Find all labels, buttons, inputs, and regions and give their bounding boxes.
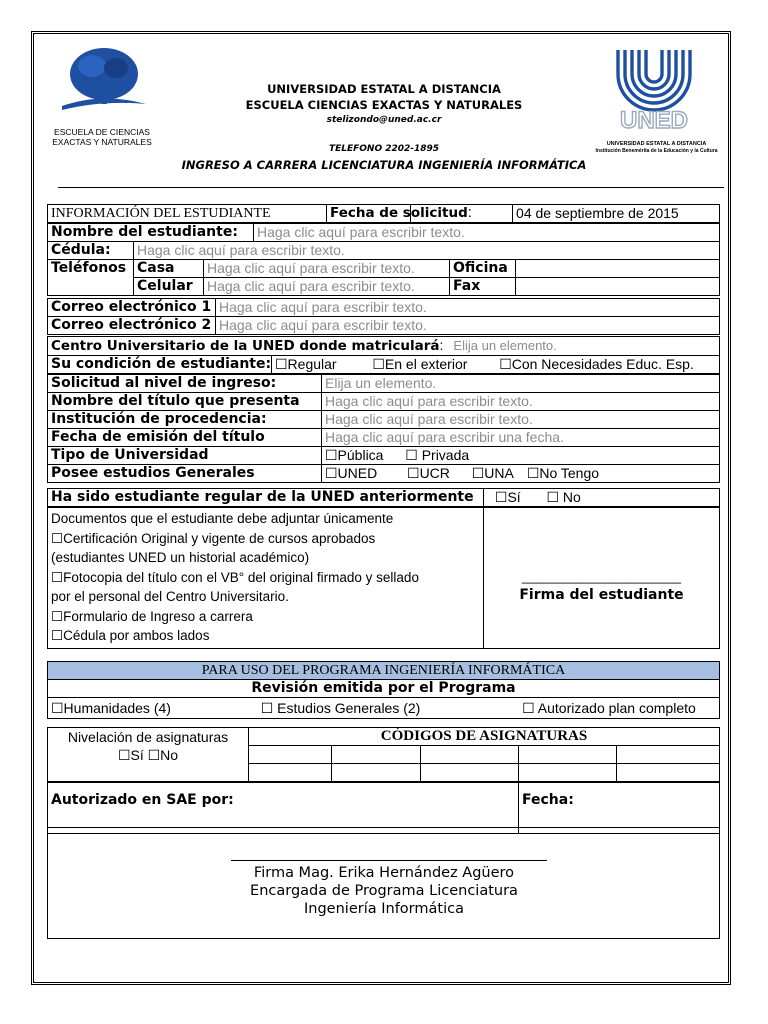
- code-cell[interactable]: [332, 764, 421, 782]
- university-name: UNIVERSIDAD ESTATAL A DISTANCIA: [267, 82, 501, 96]
- student-signature-label: Firma del estudiante: [519, 587, 684, 603]
- center-table: [47, 336, 720, 356]
- row-codes-title: [48, 728, 720, 746]
- humanities-checkbox[interactable]: ☐Humanidades (4): [51, 699, 171, 716]
- row-program-band: [48, 662, 720, 680]
- mobile-input[interactable]: Haga clic aquí para escribir texto.: [204, 278, 450, 296]
- row-documents: [48, 508, 720, 649]
- date-label: Fecha de solicitud: [330, 205, 468, 221]
- office-label: Oficina: [450, 260, 516, 278]
- institution-input[interactable]: Haga clic aquí para escribir texto.: [322, 411, 720, 429]
- regular-yes-checkbox[interactable]: ☐Sí: [494, 489, 521, 505]
- code-cell[interactable]: [421, 746, 519, 764]
- code-cell[interactable]: [332, 746, 421, 764]
- manager-program: Ingeniería Informática: [304, 901, 464, 917]
- uned-caption-2: Institución Benemérita de la Educación y la Cultura: [595, 148, 718, 154]
- row-institution: [48, 411, 720, 429]
- code-cell[interactable]: [519, 746, 617, 764]
- uned-logo-text: UNED: [619, 107, 689, 134]
- row-email1: [48, 299, 720, 317]
- doc-id-checkbox[interactable]: ☐Cédula por ambos lados: [51, 628, 210, 643]
- doc-certificate-checkbox[interactable]: ☐Certificación Original y vigente de cursos aprobados: [51, 530, 376, 546]
- condition-label: Su condición de estudiante:: [48, 356, 272, 374]
- leveling-label: Nivelación de asignaturas: [67, 729, 229, 745]
- code-cell[interactable]: [519, 764, 617, 782]
- program-band-title: PARA USO DEL PROGRAMA INGENIERÍA INFORMÁTICA: [48, 662, 720, 680]
- leveling-checkboxes[interactable]: ☐Sí ☐No: [117, 747, 179, 763]
- row-center: [48, 337, 720, 356]
- row-review-title: [48, 680, 720, 698]
- gen-una-checkbox[interactable]: ☐UNA: [471, 465, 514, 481]
- row-mobile-phone: [48, 278, 720, 296]
- codes-table: [47, 727, 720, 782]
- school-logo-caption-1: ESCUELA DE CIENCIAS: [54, 127, 150, 137]
- condition-special-needs-checkbox[interactable]: ☐Con Necesidades Educ. Esp.: [499, 356, 694, 372]
- row-section-title: [48, 205, 720, 223]
- office-input[interactable]: [516, 260, 720, 278]
- student-fields-table: [47, 223, 720, 242]
- name-label: Nombre del estudiante:: [48, 224, 254, 242]
- sae-label[interactable]: Autorizado en SAE por:: [48, 783, 519, 834]
- code-cell[interactable]: [617, 764, 720, 782]
- phones-label: Teléfonos: [48, 260, 134, 296]
- row-home-phone: [48, 260, 720, 278]
- issue-date-input[interactable]: Haga clic aquí para escribir una fecha.: [322, 429, 720, 447]
- id-label: Cédula:: [48, 242, 134, 260]
- authorized-full-checkbox[interactable]: ☐ Autorizado plan completo: [522, 699, 696, 716]
- degree-label: Nombre del título que presenta: [48, 393, 322, 411]
- row-regular: [48, 489, 720, 507]
- section-title: INFORMACIÓN DEL ESTUDIANTE: [48, 205, 327, 223]
- code-cell[interactable]: [617, 746, 720, 764]
- manager-signature-line: [231, 860, 547, 861]
- form-page: [31, 31, 731, 985]
- documents-list: [48, 508, 484, 649]
- contact-phone: TELEFONO 2202-1895: [328, 144, 440, 154]
- fax-label: Fax: [450, 278, 516, 296]
- school-name: ESCUELA CIENCIAS EXACTAS Y NATURALES: [245, 98, 523, 112]
- documents-table: [47, 507, 720, 649]
- condition-abroad-checkbox[interactable]: ☐En el exterior: [372, 356, 468, 372]
- gen-none-checkbox[interactable]: ☐No Tengo: [526, 465, 600, 481]
- gen-ucr-checkbox[interactable]: ☐UCR: [407, 465, 450, 481]
- code-cell[interactable]: [249, 746, 332, 764]
- condition-table: [47, 355, 720, 374]
- row-univ-type: [48, 447, 720, 465]
- student-fields-table-2: [47, 241, 720, 296]
- row-id: [48, 242, 720, 260]
- condition-regular-checkbox[interactable]: ☐Regular: [275, 356, 337, 372]
- level-select[interactable]: Elija un elemento.: [322, 375, 720, 393]
- home-input[interactable]: Haga clic aquí para escribir texto.: [204, 260, 450, 278]
- student-signature-cell: [484, 508, 720, 649]
- code-cell[interactable]: [249, 764, 332, 782]
- email2-input[interactable]: Haga clic aquí para escribir texto.: [216, 317, 720, 335]
- sae-date-label[interactable]: Fecha:: [519, 783, 720, 834]
- row-issue-date: [48, 429, 720, 447]
- row-name: [48, 224, 720, 242]
- degree-input[interactable]: Haga clic aquí para escribir texto.: [322, 393, 720, 411]
- center-colon: :: [439, 337, 444, 353]
- id-input[interactable]: Haga clic aquí para escribir texto.: [134, 242, 720, 260]
- univ-type-label: Tipo de Universidad: [48, 447, 322, 465]
- univ-private-checkbox[interactable]: ☐ Privada: [405, 447, 470, 463]
- row-condition: [48, 356, 720, 374]
- row-review-options: [48, 698, 720, 719]
- program-table: [47, 661, 720, 719]
- mobile-label: Celular: [134, 278, 204, 296]
- gen-uned-checkbox[interactable]: ☐UNED: [325, 465, 378, 481]
- date-colon: :: [467, 205, 472, 221]
- fax-input[interactable]: [516, 278, 720, 296]
- school-logo: [52, 44, 152, 147]
- email2-label: Correo electrónico 2: [48, 317, 216, 335]
- regular-no-checkbox[interactable]: ☐ No: [546, 489, 581, 505]
- row-gen-studies: [48, 465, 720, 483]
- contact-table: [47, 298, 720, 335]
- code-cell[interactable]: [421, 764, 519, 782]
- row-level: [48, 375, 720, 393]
- center-select[interactable]: Elija un elemento.: [453, 338, 557, 353]
- regular-label: Ha sido estudiante regular de la UNED anteriormente: [48, 489, 484, 507]
- doc-title-copy-checkbox[interactable]: ☐Fotocopia del título con el VB° del original firmado y sellado: [51, 569, 419, 585]
- documents-intro: Documentos que el estudiante debe adjuntar únicamente: [51, 511, 394, 526]
- uned-logo: [594, 44, 719, 155]
- doc-certificate-note: (estudiantes UNED un historial académico): [51, 550, 310, 565]
- student-signature-line: ______________________: [521, 569, 682, 584]
- row-degree: [48, 393, 720, 411]
- manager-name: Firma Mag. Erika Hernández Agüero: [253, 865, 515, 881]
- general-studies-checkbox[interactable]: ☐ Estudios Generales (2): [260, 699, 421, 716]
- name-input[interactable]: Haga clic aquí para escribir texto.: [254, 224, 720, 242]
- univ-public-checkbox[interactable]: ☐Pública: [325, 447, 384, 463]
- tree-logo-icon: [52, 44, 152, 124]
- contact-email: stelizondo@uned.ac.cr: [326, 115, 442, 125]
- student-info-table: [47, 204, 720, 223]
- institution-label: Institución de procedencia:: [48, 411, 322, 429]
- school-logo-caption-2: EXACTAS Y NATURALES: [52, 137, 152, 147]
- academic-table: [47, 374, 720, 483]
- leveling-cell: [48, 728, 249, 782]
- center-label: Centro Universitario de la UNED donde matriculará: [51, 338, 440, 354]
- row-email2: [48, 317, 720, 335]
- codes-title: CÓDIGOS DE ASIGNATURAS: [249, 728, 720, 746]
- level-label: Solicitud al nivel de ingreso:: [48, 375, 322, 393]
- home-label: Casa: [134, 260, 204, 278]
- date-value[interactable]: 04 de septiembre de 2015: [513, 205, 720, 223]
- review-title: Revisión emitida por el Programa: [48, 680, 720, 698]
- uned-logo-icon: [594, 44, 719, 140]
- row-sae: [48, 783, 720, 834]
- email1-label: Correo electrónico 1: [48, 299, 216, 317]
- uned-caption-1: UNIVERSIDAD ESTATAL A DISTANCIA: [606, 141, 707, 147]
- issue-date-label: Fecha de emisión del título: [48, 429, 322, 447]
- gen-studies-label: Posee estudios Generales: [48, 465, 322, 483]
- manager-role: Encargada de Programa Licenciatura: [250, 883, 518, 899]
- regular-table: [47, 488, 720, 507]
- email1-input[interactable]: Haga clic aquí para escribir texto.: [216, 299, 720, 317]
- doc-form-checkbox[interactable]: ☐Formulario de Ingreso a carrera: [51, 608, 253, 624]
- header-divider: [58, 187, 724, 188]
- doc-title-copy-note: por el personal del Centro Universitario.: [51, 589, 289, 604]
- form-title: INGRESO A CARRERA LICENCIATURA INGENIERÍA INFORMÁTICA: [181, 158, 587, 172]
